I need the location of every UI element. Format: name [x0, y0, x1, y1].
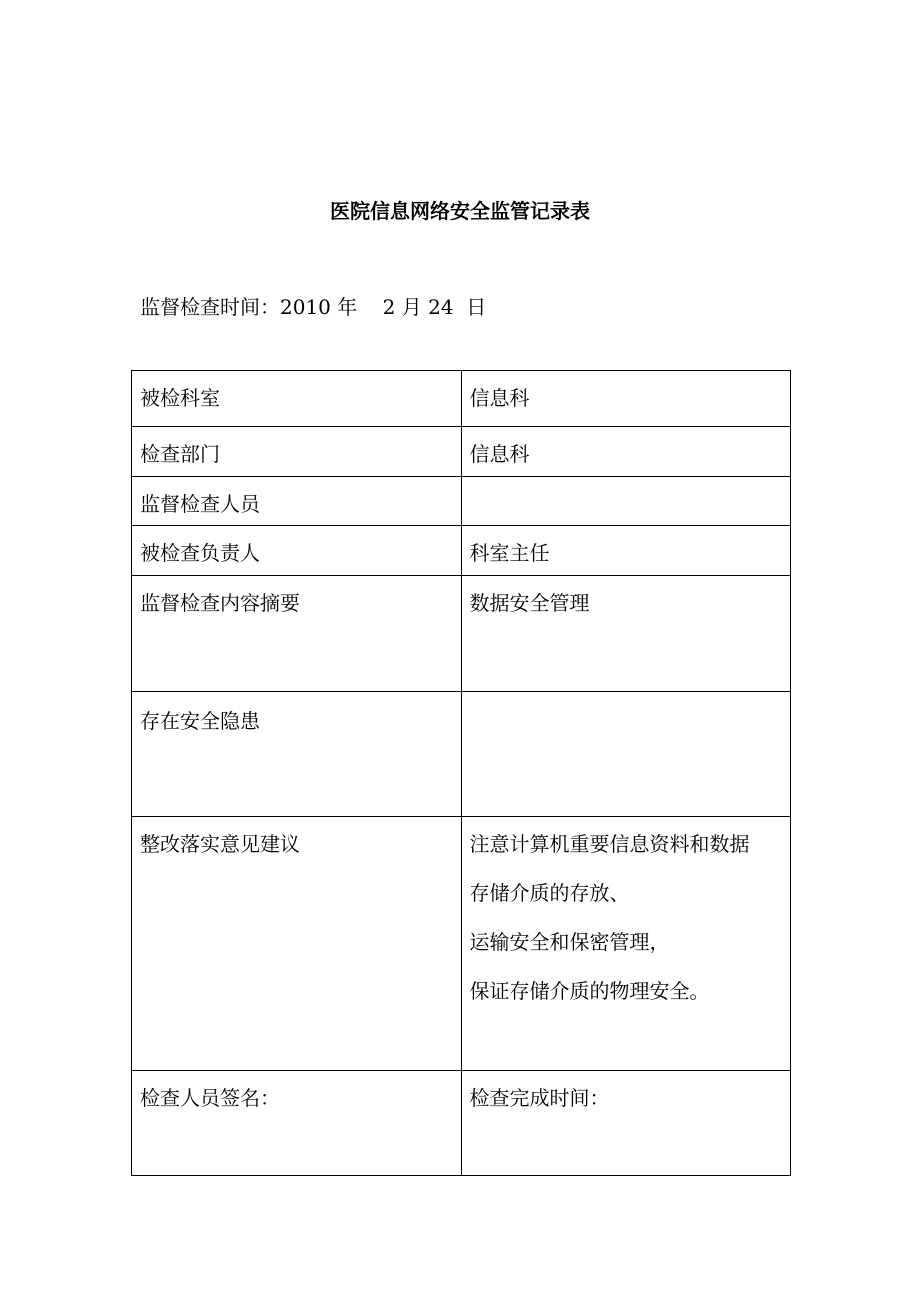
table-row: [132, 526, 791, 576]
inspecting-department-value: 信息科: [461, 427, 791, 477]
rectification-suggestion-label: 整改落实意见建议: [132, 817, 462, 1071]
table-row: [132, 817, 791, 1071]
table-row: [132, 576, 791, 692]
inspected-department-label: 被检科室: [132, 371, 462, 427]
inspecting-department-label: 检查部门: [132, 427, 462, 477]
table-row: [132, 1071, 791, 1176]
inspectors-value: [461, 477, 791, 526]
suggestion-line: 注意计算机重要信息资料和数据: [469, 832, 750, 856]
inspected-department-value: 信息科: [461, 371, 791, 427]
inspection-date-line: 监督检查时间：2010 年 2 月 24 日: [140, 295, 487, 319]
document-title: 医院信息网络安全监管记录表: [330, 199, 590, 223]
completion-time-label: 检查完成时间：: [461, 1071, 791, 1176]
table-row: [132, 477, 791, 526]
table-row: [132, 427, 791, 477]
table-row: [132, 371, 791, 427]
rectification-suggestion-value: [461, 817, 791, 1071]
suggestion-line: 保证存储介质的物理安全。: [469, 979, 710, 1003]
suggestion-line: 存储介质的存放、: [469, 881, 630, 905]
security-risks-value: [461, 692, 791, 817]
inspection-summary-value: 数据安全管理: [461, 576, 791, 692]
suggestion-line: 运输安全和保密管理，: [469, 930, 670, 954]
responsible-person-label: 被检查负责人: [132, 526, 462, 576]
table-row: [132, 692, 791, 817]
inspection-summary-label: 监督检查内容摘要: [132, 576, 462, 692]
inspectors-label: 监督检查人员: [132, 477, 462, 526]
responsible-person-value: 科室主任: [461, 526, 791, 576]
record-table: [131, 370, 791, 1176]
security-risks-label: 存在安全隐患: [132, 692, 462, 817]
inspector-signature-label: 检查人员签名：: [132, 1071, 462, 1176]
